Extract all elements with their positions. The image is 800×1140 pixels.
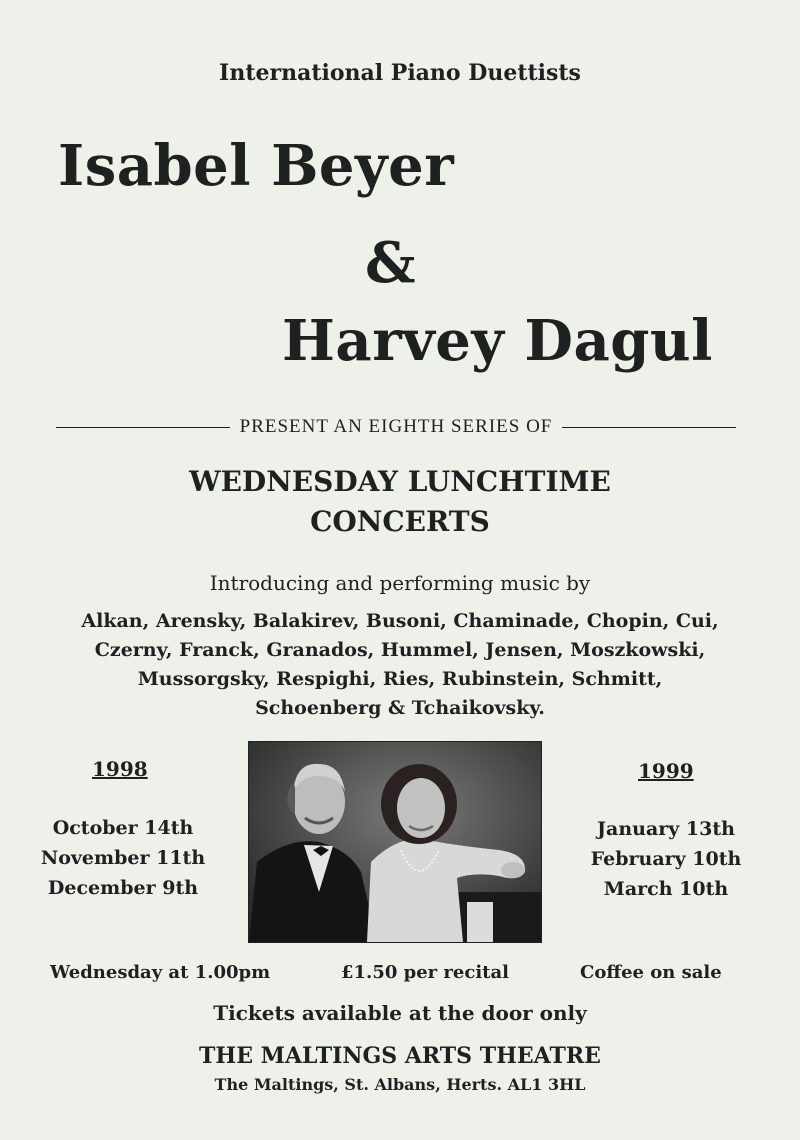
performers-photo-illustration	[249, 742, 541, 942]
concert-heading-line1: WEDNESDAY LUNCHTIME	[189, 465, 611, 498]
composer-line: Schoenberg & Tchaikovsky.	[255, 697, 545, 719]
dates-1999	[566, 814, 766, 904]
divider-right	[562, 427, 736, 428]
concert-date: January 13th	[597, 818, 735, 840]
performer-two-name: Harvey Dagul	[282, 308, 713, 374]
venue-address: The Maltings, St. Albans, Herts. AL1 3HL	[214, 1075, 586, 1094]
concert-heading-line2: CONCERTS	[310, 505, 490, 538]
time-info: Wednesday at 1.00pm	[50, 962, 271, 983]
concert-date: November 11th	[40, 847, 206, 869]
series-line	[56, 412, 736, 442]
performer-one-name: Isabel Beyer	[58, 133, 455, 199]
divider-left	[56, 427, 230, 428]
intro-text: Introducing and performing music by	[209, 571, 591, 595]
concert-date: February 10th	[590, 848, 742, 870]
price-info: £1.50 per recital	[341, 962, 509, 983]
performers-photo	[248, 741, 542, 943]
series-text: PRESENT AN EIGHTH SERIES OF	[239, 416, 553, 437]
concert-date: December 9th	[47, 877, 199, 899]
composer-list	[20, 607, 780, 723]
year-1999: 1999	[638, 759, 694, 783]
coffee-info: Coffee on sale	[580, 962, 722, 983]
venue-name: THE MALTINGS ARTS THEATRE	[199, 1043, 601, 1069]
dates-1998	[18, 813, 228, 903]
composer-line: Mussorgsky, Respighi, Ries, Rubinstein, Schmitt,	[137, 668, 663, 690]
poster-subtitle: International Piano Duettists	[219, 60, 581, 86]
concert-date: October 14th	[52, 817, 194, 839]
ampersand: &	[365, 230, 416, 296]
year-1998: 1998	[92, 757, 148, 781]
concert-date: March 10th	[603, 878, 729, 900]
composer-line: Czerny, Franck, Granados, Hummel, Jensen, Moszkowski,	[94, 639, 706, 661]
composer-line: Alkan, Arensky, Balakirev, Busoni, Chaminade, Chopin, Cui,	[81, 610, 719, 632]
tickets-info: Tickets available at the door only	[213, 1001, 587, 1025]
